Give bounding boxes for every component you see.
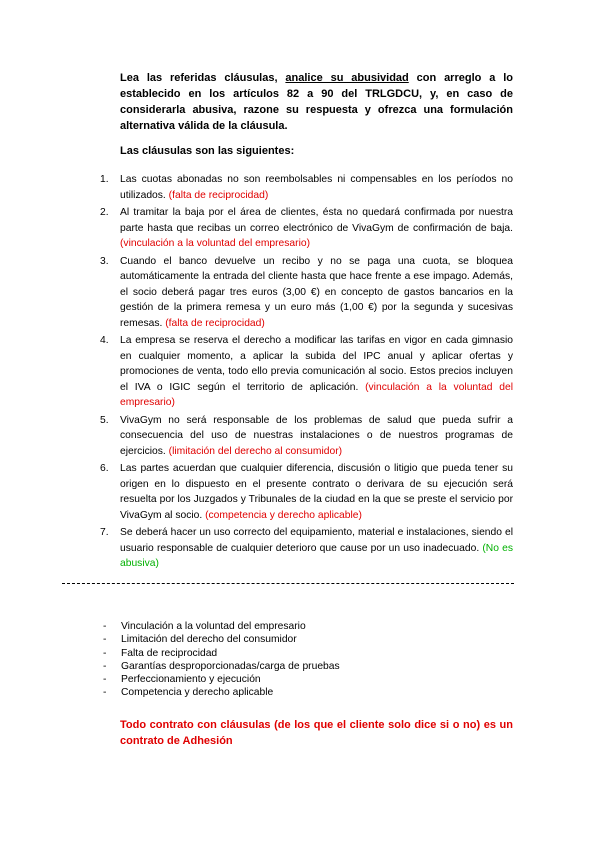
clause-number: 6.: [100, 463, 109, 474]
section-divider: [62, 583, 514, 584]
abusive-categories-list: [103, 620, 340, 700]
clause-tag: (falta de reciprocidad): [165, 317, 265, 329]
category-item: [103, 686, 340, 699]
category-label: Limitación del derecho del consumidor: [121, 634, 297, 646]
clause-text: VivaGym no será responsable de los problemas de salud que pueda sufrir a consecuencia del uso de nuestras instalaciones o de nuestros programas de ejercicios.: [120, 414, 513, 457]
clause-item: [100, 525, 514, 572]
clause-item: [100, 254, 513, 332]
instructions-underlined: analice su abusividad: [285, 72, 409, 84]
bullet-dash: -: [103, 687, 107, 699]
category-item: [103, 673, 340, 686]
category-label: Falta de reciprocidad: [121, 647, 218, 659]
clause-tag: (limitación del derecho al consumidor): [168, 445, 343, 457]
clause-number: 1.: [100, 174, 109, 185]
bullet-dash: -: [103, 621, 107, 632]
category-label: Garantías desproporcionadas/carga de pruebas: [121, 660, 340, 672]
clause-item: [100, 172, 513, 203]
clause-text: Las partes acuerdan que cualquier diferencia, discusión o litigio que pueda tener su origen en lo dispuesto en el presente contrato o derivara de su ejecución será resuelta por los Juzgados y Tribunales de la ciudad en la que se preste el servicio por VivaGym al socio.: [120, 463, 513, 521]
category-item: [103, 633, 340, 646]
clause-item: [100, 205, 513, 252]
clause-number: 3.: [100, 255, 109, 267]
bullet-dash: -: [103, 647, 107, 659]
clause-text: La empresa se reserva el derecho a modificar las tarifas en vigor en cada gimnasio en cualquier momento, a aplicar la subida del IPC anual y aplicar ofertas y promociones de venta, todo ello previa comunicación al socio. Estos precios incluyen el IVA o IGIC según el territorio de aplicación.: [120, 335, 513, 393]
clause-text: Se deberá hacer un uso correcto del equipamiento, material e instalaciones, siendo el usuario responsable de cualquier deterioro que cause por un uso inadecuado.: [120, 527, 513, 554]
clause-item: [100, 413, 513, 460]
clause-item: [100, 333, 513, 411]
clause-tag: (competencia y derecho aplicable): [205, 509, 362, 521]
clause-number: 4.: [100, 335, 109, 346]
clause-tag: (No es abusiva): [120, 542, 514, 569]
clause-number: 5.: [100, 414, 109, 426]
clause-text: Cuando el banco devuelve un recibo y no se paga una cuota, se bloquea automáticamente la entrada del cliente hasta que hace frente a ese impago. Además, el socio deberá pagar tres euros (3,00 €) en concepto de gastos bancarios en la gestión de la primera remesa y un euro más (1,00 €) por la segunda y sucesivas remesas.: [120, 255, 513, 329]
clause-number: 7.: [100, 527, 109, 538]
instructions-text-2: con arreglo a lo establecido en los artículos 82 a 90 del TRLGDCU, y, en caso de considerarla abusiva, razone su respuesta y ofrezca una formulación alternativa válida de la cláusula.: [120, 72, 513, 132]
bullet-dash: -: [103, 674, 107, 686]
clause-number: 2.: [100, 207, 109, 218]
category-item: [103, 660, 340, 673]
clause-tag: (vinculación a la voluntad del empresario): [120, 238, 311, 249]
adhesion-contract-note: Todo contrato con cláusulas (de los que el cliente solo dice si o no) es un contrato de Adhesión: [120, 719, 513, 747]
category-label: Vinculación a la voluntad del empresario: [121, 621, 306, 632]
clause-tag: (falta de reciprocidad): [168, 189, 269, 201]
clause-tag: (vinculación a la voluntad del empresario): [120, 381, 513, 408]
clauses-heading: Las cláusulas son las siguientes:: [120, 145, 295, 157]
instructions-text-1: Lea las referidas cláusulas,: [120, 72, 286, 84]
bullet-dash: -: [103, 634, 107, 646]
category-label: Perfeccionamiento y ejecución: [121, 674, 261, 686]
category-item: [103, 647, 340, 660]
instructions-paragraph: [120, 70, 513, 134]
clause-text: Las cuotas abonadas no son reembolsables ni compensables en los períodos no utilizados.: [120, 174, 513, 201]
clause-item: [100, 461, 513, 523]
category-label: Competencia y derecho aplicable: [121, 687, 274, 699]
bullet-dash: -: [103, 660, 107, 672]
category-item: [103, 620, 340, 633]
clauses-list: [100, 172, 514, 574]
clause-text: Al tramitar la baja por el área de clientes, ésta no quedará confirmada por nuestra parte hasta que recibas un correo electrónico de VivaGym de confirmación de baja.: [120, 207, 513, 234]
